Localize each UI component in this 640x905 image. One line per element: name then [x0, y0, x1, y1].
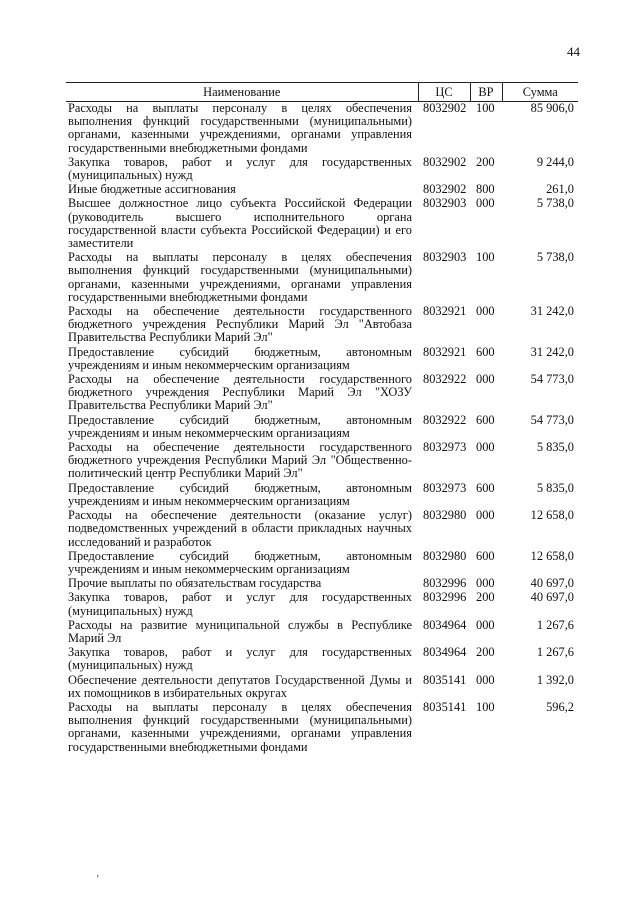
- row-name: Расходы на обеспечение деятельности (оказание услуг) подведомственных учреждений в области прикладных научных исследований и разработок: [68, 508, 412, 549]
- row-sum: 12 658,0: [530, 548, 574, 563]
- table-row: [66, 102, 578, 156]
- row-cs: 8032902: [423, 154, 467, 169]
- row-vr: 600: [476, 344, 495, 359]
- row-name: Расходы на выплаты персоналу в целях обеспечения выполнения функций государственными (муниципальными) органами, казенными учреждениями, органами управления государственными внебюджетными фондами: [68, 250, 412, 304]
- row-vr: 000: [476, 304, 495, 319]
- row-cs: 8032903: [423, 250, 467, 265]
- row-name: Закупка товаров, работ и услуг для государственных (муниципальных) нужд: [68, 154, 412, 183]
- row-sum: 5 738,0: [536, 250, 574, 265]
- table-row: [66, 251, 578, 305]
- scan-mark: ʼ: [96, 874, 100, 885]
- row-vr: 200: [476, 154, 495, 169]
- row-name: Расходы на обеспечение деятельности государственного бюджетного учреждения Республики Марий Эл "ХОЗУ Правительства Республики Марий Эл": [68, 372, 412, 413]
- row-name: Расходы на обеспечение деятельности государственного бюджетного учреждения Республики Марий Эл "Общественно-политический центр Республики Марий Эл": [68, 440, 412, 481]
- row-cs: 8032973: [423, 480, 467, 495]
- row-sum: 12 658,0: [530, 508, 574, 523]
- row-sum: 31 242,0: [530, 304, 574, 319]
- table-row: [66, 619, 578, 646]
- row-vr: 600: [476, 548, 495, 563]
- row-name: Предоставление субсидий бюджетным, автономным учреждениям и иным некоммерческим организациям: [68, 412, 412, 440]
- row-vr: 100: [476, 250, 495, 265]
- row-sum: 85 906,0: [530, 101, 574, 115]
- header-sum: Сумма: [502, 83, 578, 102]
- row-sum: 1 267,6: [536, 617, 574, 632]
- row-cs: 8032996: [423, 576, 467, 591]
- table-row: [66, 550, 578, 577]
- row-name: Обеспечение деятельности депутатов Государственной Думы и их помощников в избирательных округах: [68, 672, 412, 700]
- row-vr: 100: [476, 101, 495, 115]
- table-row: [66, 509, 578, 550]
- row-name: Иные бюджетные ассигнования: [68, 182, 236, 197]
- row-cs: 8032902: [423, 101, 467, 115]
- budget-table: [66, 82, 578, 755]
- row-vr: 000: [476, 440, 495, 455]
- row-vr: 000: [476, 617, 495, 632]
- table-row: [66, 674, 578, 701]
- row-name: Предоставление субсидий бюджетным, автономным учреждениям и иным некоммерческим организациям: [68, 480, 412, 508]
- row-name: Предоставление субсидий бюджетным, автономным учреждениям и иным некоммерческим организациям: [68, 548, 412, 576]
- row-sum: 5 738,0: [536, 196, 574, 211]
- row-vr: 000: [476, 576, 495, 591]
- row-vr: 100: [476, 699, 495, 714]
- table-row: [66, 577, 578, 591]
- row-cs: 8032922: [423, 412, 467, 427]
- table-row: [66, 197, 578, 251]
- row-vr: 000: [476, 508, 495, 523]
- row-cs: 8032902: [423, 182, 467, 197]
- table-body: [66, 102, 578, 755]
- row-sum: 54 773,0: [530, 372, 574, 387]
- row-sum: 1 392,0: [536, 672, 574, 687]
- table-row: [66, 346, 578, 373]
- row-cs: 8032980: [423, 548, 467, 563]
- table-row: [66, 373, 578, 414]
- row-cs: 8035141: [423, 672, 467, 687]
- row-sum: 596,2: [546, 699, 574, 714]
- row-cs: 8032922: [423, 372, 467, 387]
- row-name: Предоставление субсидий бюджетным, автономным учреждениям и иным некоммерческим организациям: [68, 344, 412, 372]
- row-cs: 8032996: [423, 590, 467, 605]
- header-cs: ЦС: [418, 83, 470, 102]
- row-sum: 1 267,6: [536, 645, 574, 660]
- row-name: Прочие выплаты по обязательствам государства: [68, 576, 322, 591]
- row-vr: 800: [476, 182, 495, 197]
- row-sum: 40 697,0: [530, 576, 574, 591]
- table-row: [66, 701, 578, 755]
- row-sum: 31 242,0: [530, 344, 574, 359]
- table-header: [66, 83, 578, 102]
- row-sum: 54 773,0: [530, 412, 574, 427]
- row-cs: 8034964: [423, 645, 467, 660]
- row-cs: 8032921: [423, 304, 467, 319]
- row-cs: 8035141: [423, 699, 467, 714]
- header-vr: ВР: [470, 83, 502, 102]
- table-row: [66, 482, 578, 509]
- row-name: Закупка товаров, работ и услуг для государственных (муниципальных) нужд: [68, 645, 412, 673]
- row-vr: 200: [476, 645, 495, 660]
- row-vr: 200: [476, 590, 495, 605]
- table-row: [66, 441, 578, 482]
- row-vr: 600: [476, 480, 495, 495]
- row-cs: 8032980: [423, 508, 467, 523]
- row-cs: 8032903: [423, 196, 467, 211]
- row-vr: 000: [476, 196, 495, 211]
- table-row: [66, 156, 578, 183]
- row-cs: 8032973: [423, 440, 467, 455]
- table-row: [66, 183, 578, 197]
- row-vr: 000: [476, 372, 495, 387]
- table-row: [66, 305, 578, 346]
- header-name: Наименование: [66, 83, 418, 102]
- row-sum: 5 835,0: [536, 480, 574, 495]
- row-cs: 8032921: [423, 344, 467, 359]
- row-sum: 9 244,0: [536, 154, 574, 169]
- table-row: [66, 591, 578, 618]
- row-name: Закупка товаров, работ и услуг для государственных (муниципальных) нужд: [68, 590, 412, 618]
- row-sum: 5 835,0: [536, 440, 574, 455]
- row-name: Расходы на обеспечение деятельности государственного бюджетного учреждения Республики Марий Эл "Автобаза Правительства Республики Марий Эл": [68, 304, 412, 345]
- row-name: Расходы на развитие муниципальной службы в Республике Марий Эл: [68, 617, 412, 645]
- row-sum: 40 697,0: [530, 590, 574, 605]
- table-row: [66, 414, 578, 441]
- page-number: 44: [567, 44, 580, 59]
- row-name: Расходы на выплаты персоналу в целях обеспечения выполнения функций государственными (муниципальными) органами, казенными учреждениями, органами управления государственными внебюджетными фондами: [68, 699, 412, 754]
- table-row: [66, 646, 578, 673]
- row-name: Расходы на выплаты персоналу в целях обеспечения выполнения функций государственными (муниципальными) органами, казенными учреждениями, органами управления государственными внебюджетными фондами: [68, 101, 412, 155]
- row-sum: 261,0: [546, 182, 574, 197]
- row-cs: 8034964: [423, 617, 467, 632]
- row-vr: 000: [476, 672, 495, 687]
- row-name: Высшее должностное лицо субъекта Российской Федерации (руководитель высшего исполнительного органа государственной власти субъекта Российской Федерации) и его заместители: [68, 196, 412, 251]
- row-vr: 600: [476, 412, 495, 427]
